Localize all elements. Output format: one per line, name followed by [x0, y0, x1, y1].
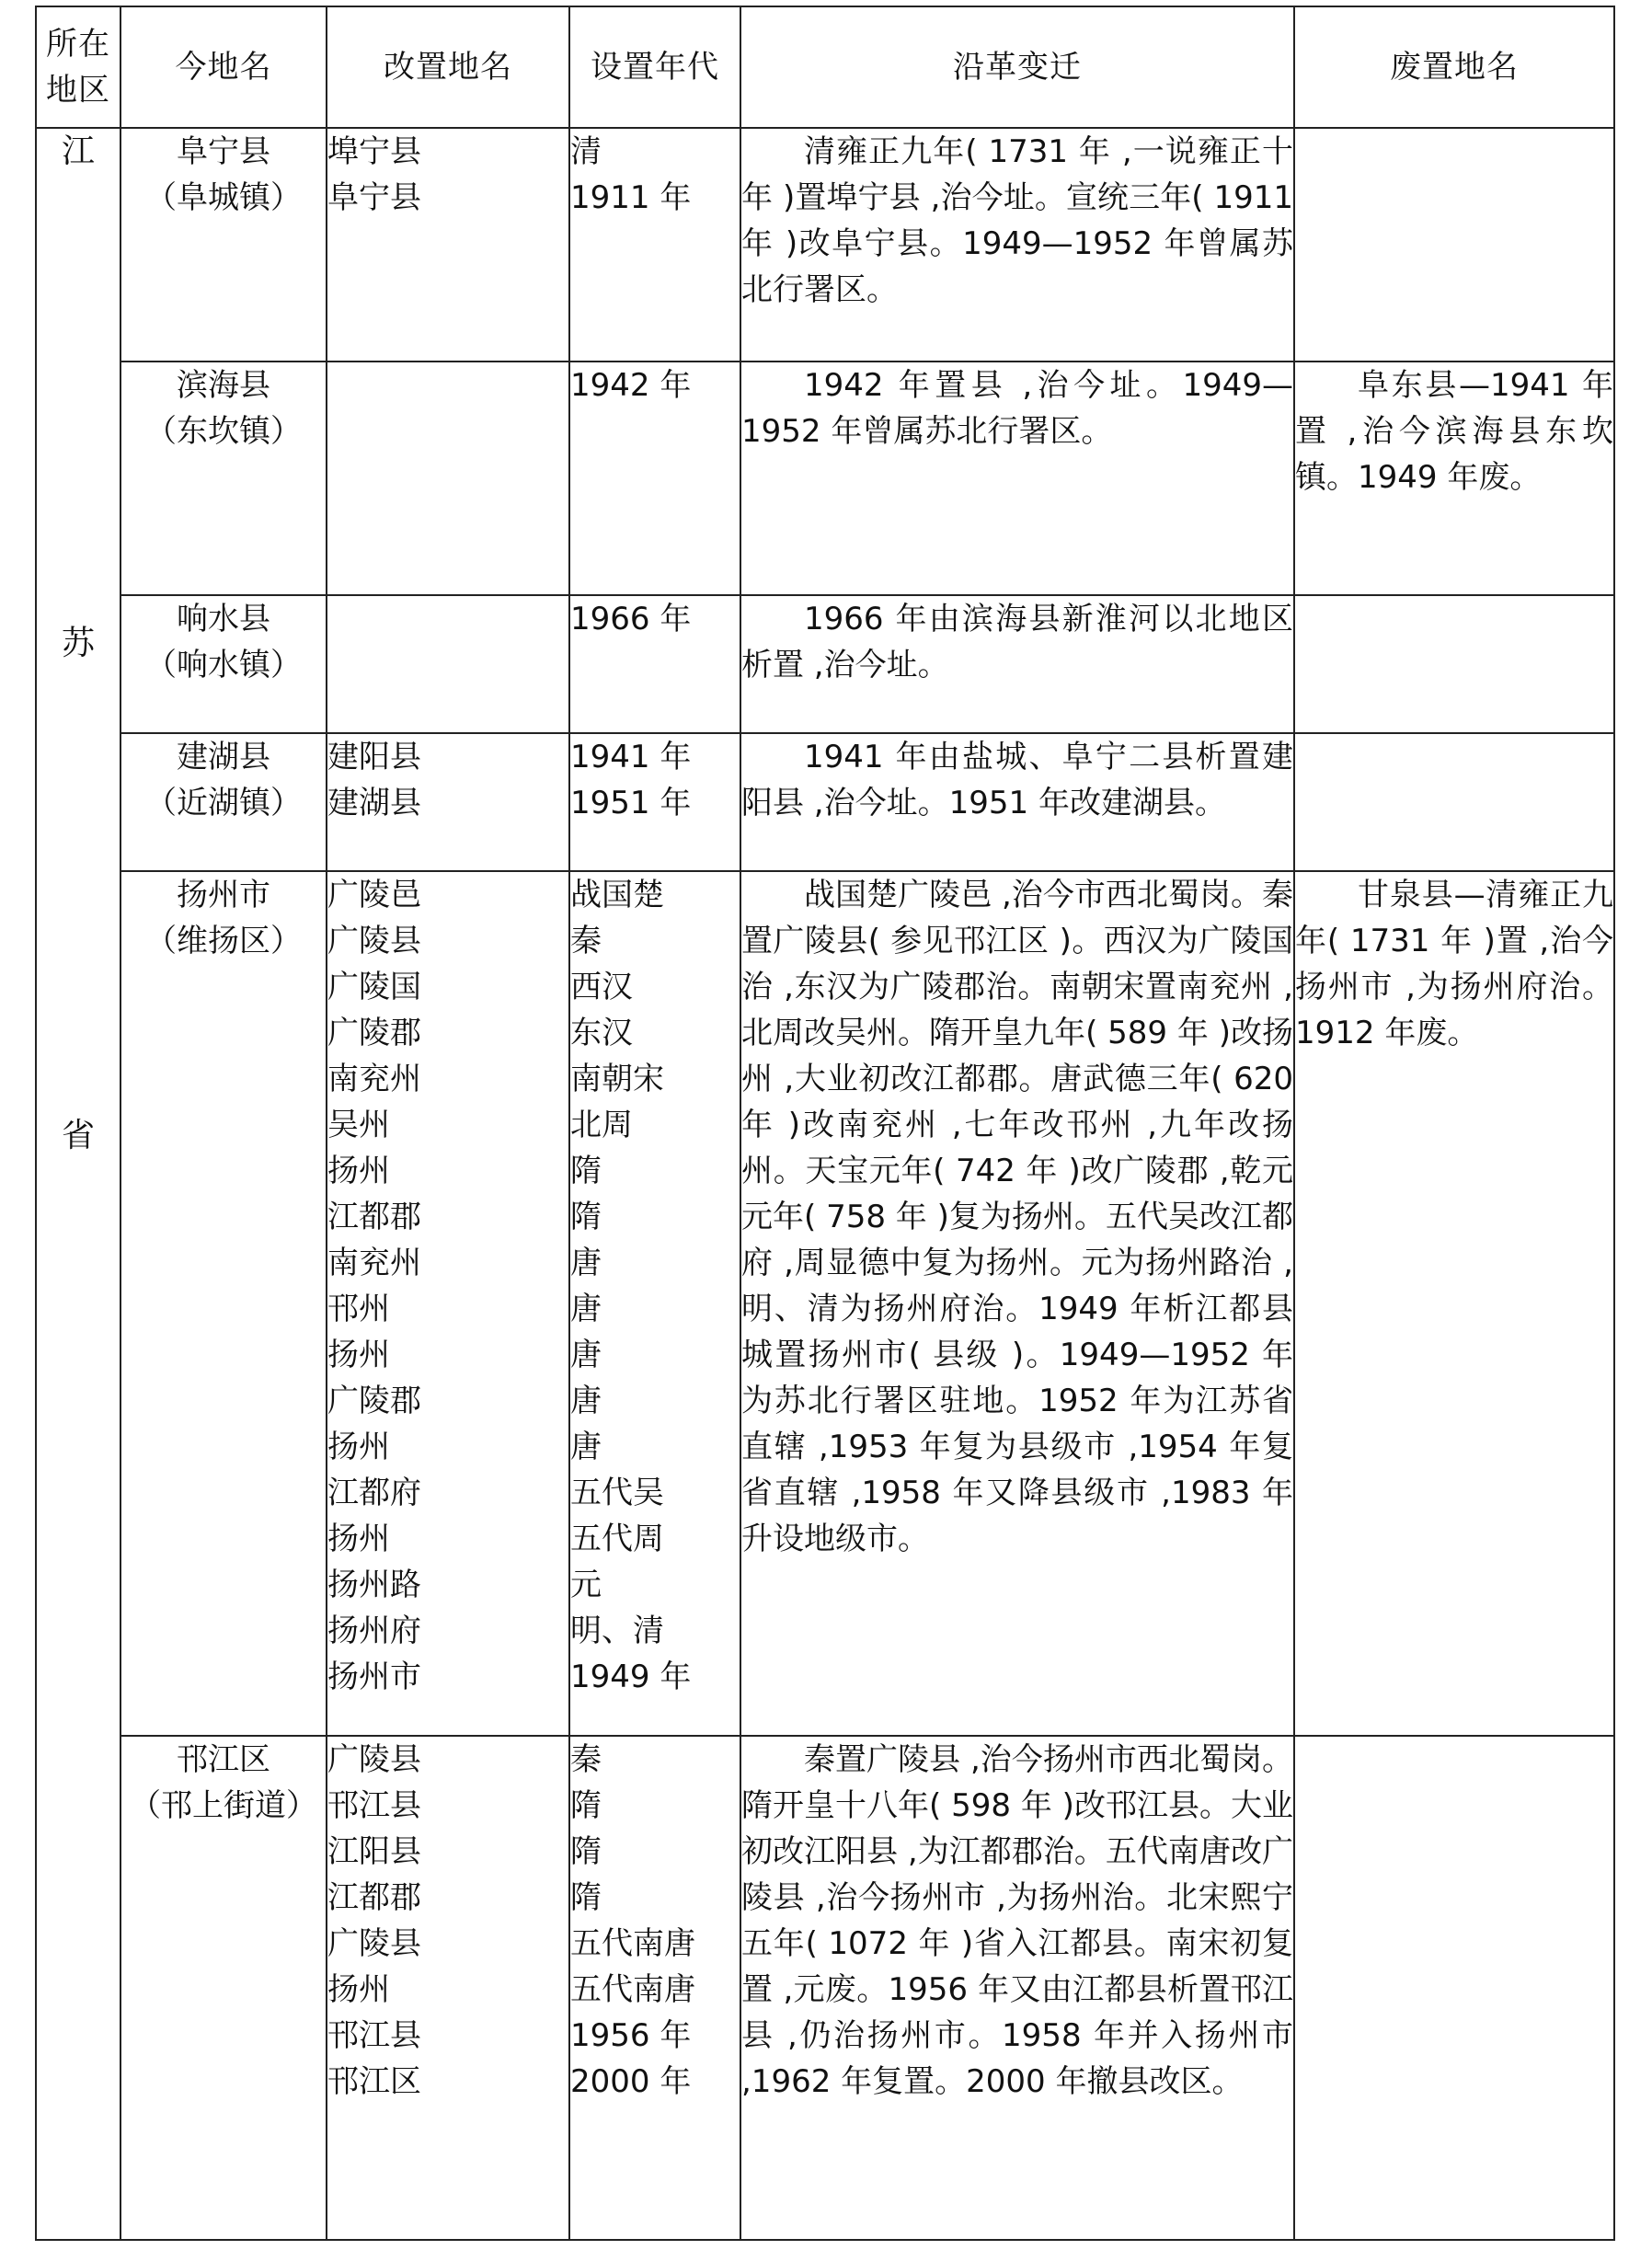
changed-name: 扬州市 — [327, 1659, 421, 1695]
current-name-cell — [120, 733, 327, 871]
current-name: 响水县 — [177, 601, 270, 637]
year-entry: 唐 — [570, 1291, 602, 1327]
year-entry: 1949 年 — [570, 1659, 692, 1695]
changed-name: 广陵县 — [327, 923, 421, 959]
year-entry: 1941 年 — [570, 739, 692, 775]
year-entry: 秦 — [570, 1741, 602, 1778]
changed-name: 阜宁县 — [327, 179, 421, 216]
year-entry: 2000 年 — [570, 2063, 692, 2100]
table-row — [36, 128, 1614, 362]
table-row — [36, 871, 1614, 1736]
year-entry: 清 — [570, 133, 602, 170]
current-name-cell — [120, 595, 327, 733]
year-entry: 唐 — [570, 1337, 602, 1373]
seat-name: （阜城镇） — [145, 179, 302, 216]
current-name-cell — [120, 1736, 327, 2240]
changed-name: 江都府 — [327, 1475, 421, 1511]
current-name: 扬州市 — [177, 877, 270, 913]
year-entry: 唐 — [570, 1383, 602, 1419]
region-char: 苏 — [61, 625, 95, 662]
changed-name: 广陵郡 — [327, 1015, 421, 1051]
header-abolished: 废置地名 — [1294, 6, 1614, 128]
changed-name: 吴州 — [327, 1107, 390, 1143]
header-history: 沿革变迁 — [740, 6, 1294, 128]
abolished-cell — [1294, 362, 1614, 595]
abolished-text: 甘泉县—清雍正九年( 1731 年 )置 ,治今扬州市 ,为扬州府治。1912 年废。 — [1295, 877, 1613, 1051]
years-cell — [569, 595, 740, 733]
seat-name: （响水镇） — [145, 647, 302, 683]
changed-name: 扬州 — [327, 1971, 390, 2008]
year-entry: 唐 — [570, 1429, 602, 1465]
year-entry: 1942 年 — [570, 367, 692, 404]
years-cell — [569, 733, 740, 871]
year-entry: 隋 — [570, 1833, 602, 1870]
seat-name: （东坎镇） — [145, 413, 302, 450]
history-text: 清雍正九年( 1731 年 ,一说雍正十年 )置埠宁县 ,治今址。宣统三年( 1911 年 )改阜宁县。1949—1952 年曾属苏北行署区。 — [741, 133, 1293, 308]
year-entry: 唐 — [570, 1245, 602, 1281]
year-entry: 隋 — [570, 1199, 602, 1235]
abolished-cell — [1294, 871, 1614, 1736]
changed-name: 邗江县 — [327, 2017, 421, 2054]
changed-name: 广陵郡 — [327, 1383, 421, 1419]
year-entry: 东汉 — [570, 1015, 633, 1051]
year-entry: 五代南唐 — [570, 1925, 695, 1962]
year-entry: 1966 年 — [570, 601, 692, 637]
changed-names-cell — [327, 362, 569, 595]
history-text: 1942 年置县 ,治今址。1949—1952 年曾属苏北行署区。 — [741, 367, 1293, 450]
history-text: 1941 年由盐城、阜宁二县析置建阳县 ,治今址。1951 年改建湖县。 — [741, 739, 1293, 821]
years-cell — [569, 128, 740, 362]
changed-name: 扬州 — [327, 1337, 390, 1373]
changed-name: 埠宁县 — [327, 133, 421, 170]
changed-name: 邗州 — [327, 1291, 390, 1327]
history-cell — [740, 1736, 1294, 2240]
current-name-cell — [120, 871, 327, 1736]
changed-names-cell — [327, 733, 569, 871]
changed-name: 扬州 — [327, 1153, 390, 1189]
changed-name: 扬州 — [327, 1521, 390, 1557]
changed-name: 江阳县 — [327, 1833, 421, 1870]
changed-names-cell — [327, 595, 569, 733]
abolished-cell — [1294, 128, 1614, 362]
changed-name: 广陵国 — [327, 969, 421, 1005]
abolished-cell — [1294, 595, 1614, 733]
year-entry: 西汉 — [570, 969, 633, 1005]
changed-name: 南兖州 — [327, 1061, 421, 1097]
changed-name: 广陵县 — [327, 1925, 421, 1962]
years-cell — [569, 362, 740, 595]
seat-name: （邗上街道） — [130, 1787, 317, 1824]
history-text: 1966 年由滨海县新淮河以北地区析置 ,治今址。 — [741, 601, 1293, 683]
table-row — [36, 733, 1614, 871]
history-cell — [740, 362, 1294, 595]
changed-name: 江都郡 — [327, 1879, 421, 1916]
abolished-cell — [1294, 733, 1614, 871]
history-cell — [740, 595, 1294, 733]
region-cell — [36, 128, 120, 2240]
header-current-name: 今地名 — [120, 6, 327, 128]
current-name: 阜宁县 — [177, 133, 270, 170]
year-entry: 隋 — [570, 1879, 602, 1916]
current-name: 邗江区 — [177, 1741, 270, 1778]
header-changed-name: 改置地名 — [327, 6, 569, 128]
years-cell — [569, 871, 740, 1736]
changed-name: 扬州路 — [327, 1567, 421, 1603]
changed-name: 扬州 — [327, 1429, 390, 1465]
year-entry: 秦 — [570, 923, 602, 959]
header-region: 所在地区 — [36, 6, 120, 128]
year-entry: 北周 — [570, 1107, 633, 1143]
changed-name: 建湖县 — [327, 785, 421, 821]
year-entry: 1951 年 — [570, 785, 692, 821]
abolished-text: 阜东县—1941 年置 ,治今滨海县东坎镇。1949 年废。 — [1295, 367, 1613, 496]
year-entry: 隋 — [570, 1153, 602, 1189]
year-entry: 五代周 — [570, 1521, 664, 1557]
year-entry: 明、清 — [570, 1613, 664, 1649]
changed-name: 建阳县 — [327, 739, 421, 775]
changed-name: 邗江区 — [327, 2063, 421, 2100]
changed-names-cell — [327, 128, 569, 362]
seat-name: （维扬区） — [145, 923, 302, 959]
year-entry: 南朝宋 — [570, 1061, 664, 1097]
year-entry: 1956 年 — [570, 2017, 692, 2054]
header-row — [36, 6, 1614, 128]
current-name: 建湖县 — [177, 739, 270, 775]
region-char: 省 — [61, 1117, 95, 1154]
current-name-cell — [120, 128, 327, 362]
changed-name: 广陵县 — [327, 1741, 421, 1778]
abolished-cell — [1294, 1736, 1614, 2240]
history-cell — [740, 733, 1294, 871]
changed-names-cell — [327, 1736, 569, 2240]
changed-name: 扬州府 — [327, 1613, 421, 1649]
year-entry: 元 — [570, 1567, 602, 1603]
history-text: 战国楚广陵邑 ,治今市西北蜀岗。秦置广陵县( 参见邗江区 )。西汉为广陵国治 ,东汉为广陵郡治。南朝宋置南兖州 ,北周改吴州。隋开皇九年( 589 年 )改扬州 ,大业初改江都郡。唐武德三年( 620 年 )改南兖州 ,七年改邗州 ,九年改扬州。天宝元年( 742 年 )改广陵郡 ,乾元元年( 758 年 )复为扬州。五代吴改江都府 ,周显德中复为扬州。元为扬州路治 ,明、清为扬州府治。1949 年析江都县城置扬州市( 县级 )。1949—1952 年为苏北行署区驻地。1952 年为江苏省直辖 ,1953 年复为县级市 ,1954 年复省直辖 ,1958 年又降县级市 ,1983 年升设地级市。 — [741, 877, 1293, 1557]
table-row — [36, 595, 1614, 733]
gazetteer-table — [35, 6, 1615, 2241]
table-row — [36, 1736, 1614, 2240]
history-text: 秦置广陵县 ,治今扬州市西北蜀岗。隋开皇十八年( 598 年 )改邗江县。大业初改江阳县 ,为江都郡治。五代南唐改广陵县 ,治今扬州市 ,为扬州治。北宋熙宁五年( 1072 年 )省入江都县。南宋初复置 ,元废。1956 年又由江都县析置邗江县 ,仍治扬州市。1958 年并入扬州市 ,1962 年复置。2000 年撤县改区。 — [741, 1741, 1293, 2100]
year-entry: 五代吴 — [570, 1475, 664, 1511]
history-cell — [740, 128, 1294, 362]
current-name-cell — [120, 362, 327, 595]
year-entry: 隋 — [570, 1787, 602, 1824]
changed-names-cell — [327, 871, 569, 1736]
region-char: 江 — [61, 132, 95, 170]
changed-name: 江都郡 — [327, 1199, 421, 1235]
changed-name: 南兖州 — [327, 1245, 421, 1281]
header-year: 设置年代 — [569, 6, 740, 128]
changed-name: 邗江县 — [327, 1787, 421, 1824]
current-name: 滨海县 — [177, 367, 270, 404]
seat-name: （近湖镇） — [145, 785, 302, 821]
year-entry: 战国楚 — [570, 877, 664, 913]
year-entry: 五代南唐 — [570, 1971, 695, 2008]
year-entry: 1911 年 — [570, 179, 692, 216]
years-cell — [569, 1736, 740, 2240]
table-row — [36, 362, 1614, 595]
history-cell — [740, 871, 1294, 1736]
changed-name: 广陵邑 — [327, 877, 421, 913]
